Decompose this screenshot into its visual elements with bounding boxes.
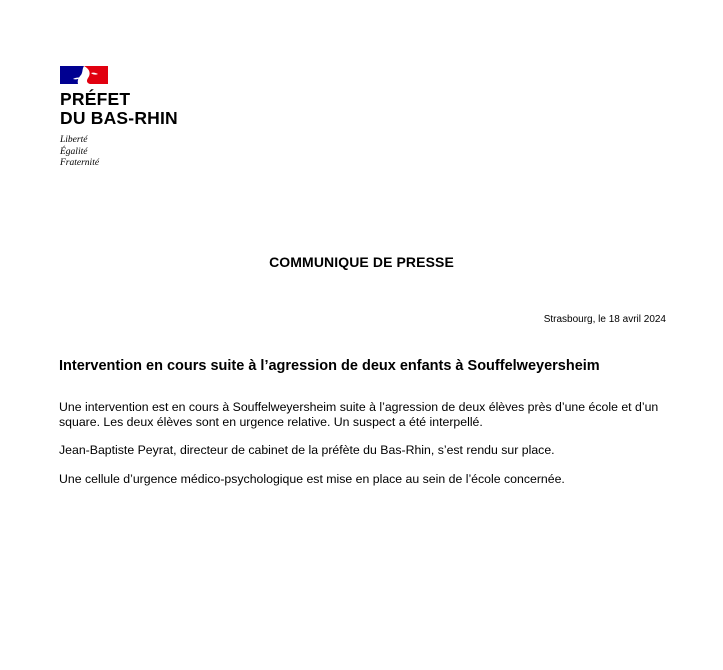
- motto-liberte: Liberté: [60, 135, 88, 145]
- institution-name: [60, 90, 200, 128]
- press-headline: Intervention en cours suite à l’agression de deux enfants à Souffelweyersheim: [59, 358, 600, 374]
- paragraph: Une intervention est en cours à Souffelweyersheim suite à l’agression de deux élèves près d’une école et d’un square. Les deux élèves sont en urgence relative. Un suspect a été interpellé.: [59, 400, 659, 429]
- republic-motto: [60, 135, 200, 170]
- paragraph: Jean-Baptiste Peyrat, directeur de cabinet de la préfète du Bas-Rhin, s’est rendu sur place.: [59, 443, 555, 457]
- paragraph: Une cellule d’urgence médico-psychologique est mise en place au sein de l’école concernée.: [59, 471, 565, 486]
- prefecture-logo: [60, 66, 200, 170]
- motto-fraternite: Fraternité: [60, 158, 100, 168]
- institution-line-2: DU BAS-RHIN: [60, 108, 178, 128]
- dateline: Strasbourg, le 18 avril 2024: [543, 314, 666, 325]
- press-body: [59, 400, 671, 500]
- institution-line-1: PRÉFET: [60, 89, 131, 109]
- document-title: COMMUNIQUE DE PRESSE: [269, 254, 454, 270]
- motto-egalite: Égalité: [60, 146, 88, 157]
- marianne-flag-icon: [60, 66, 108, 84]
